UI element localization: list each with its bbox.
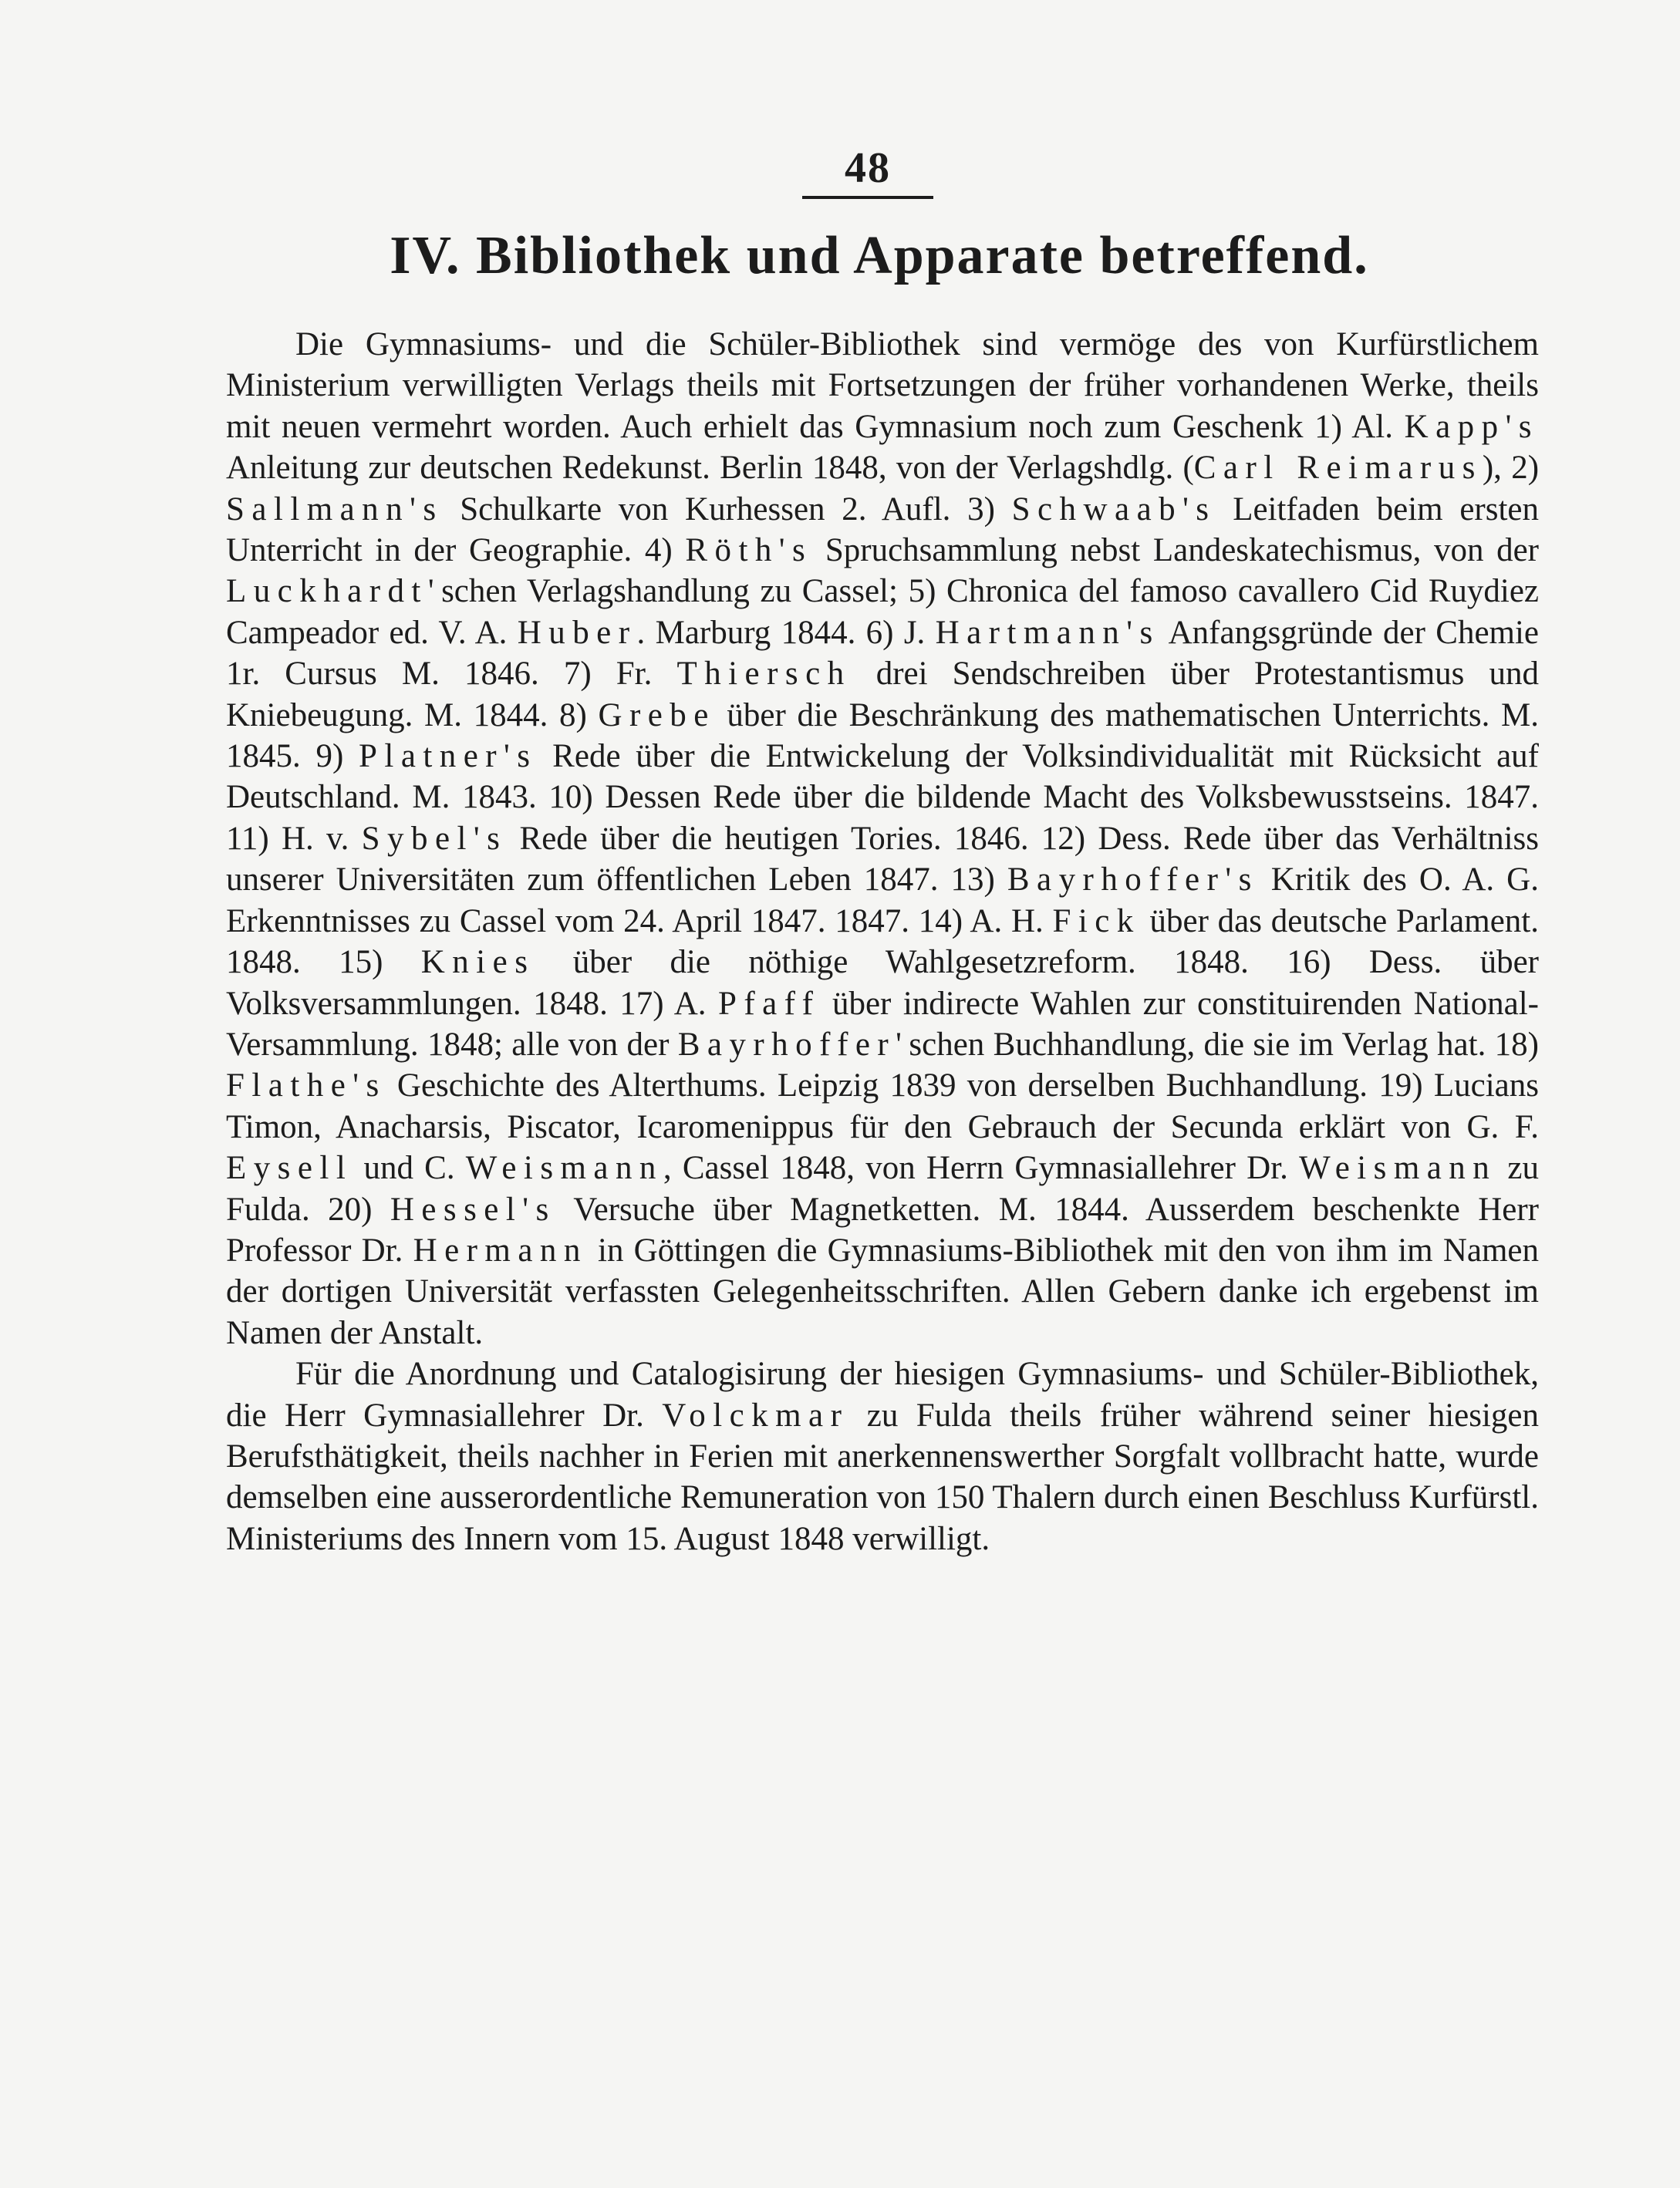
paragraph-cataloguing [226,1354,1539,1559]
text-run: Für die Anordnung und Catalogisirung der hiesigen Gymnasiums- und Schüler-Bibliothek, die Herr Gymnasiallehrer Dr. [226,1356,1539,1434]
paragraph-library-donations [226,324,1539,1354]
text-run: Rede über die Entwickelung der Volksindividualität mit Rücksicht auf Deutschland. M. 1843. 10) Dessen Rede über die bildende Macht des Volksbewusstseins. 1847. 11) H. v. [226,738,1539,857]
text-run: Anleitung zur deutschen Redekunst. Berlin 1848, von der Verlagshdlg. ( [226,450,1194,487]
text-run: schen Verlagshandlung zu Cassel; 5) Chronica del famoso cavallero Cid Ruydiez Campeador ed. V. A. [226,573,1539,651]
spaced-name: Knies [420,944,535,981]
text-run: und C. [353,1150,466,1187]
spaced-name: Fick [1052,902,1141,939]
spaced-name: Bayrhoffer' [677,1026,909,1063]
text-run: Versuche über Magnetketten. M. 1844. Ausserdem beschenkte Herr Professor Dr. [226,1191,1539,1269]
spaced-name: Hartmann's [935,614,1160,651]
spaced-name: Thiersch [676,656,852,693]
text-run: Spruchsammlung nebst Landeskatechismus, von der [812,532,1539,569]
spaced-name: Weismann [1299,1150,1497,1187]
page-number-rule [802,196,933,199]
page-number: 48 [845,144,891,192]
spaced-name: Hermann [413,1232,588,1269]
text-run: Rede über die heutigen Tories. 1846. 12) Dess. Rede über das Verhältniss unserer Universitäten zum öffentlichen Leben 1847. 13) [226,820,1539,898]
spaced-name: Bayrhoffer's [1007,861,1259,898]
spaced-name: Röth's [685,532,813,569]
text-run: über indirecte Wahlen zur constituirenden National-Versammlung. 1848; alle von der [226,985,1539,1063]
spaced-name: Grebe [598,696,716,733]
text-run: zu Fulda. 20) [226,1150,1539,1228]
spaced-name: Volckmar [662,1397,849,1434]
spaced-name: Schwaab's [1011,491,1216,528]
spaced-name: Pfaff [717,985,821,1022]
text-run: Leitfaden beim ersten Unterricht in der Geographie. 4) [226,491,1539,569]
section-heading: IV. Bibliothek und Apparate betreffend. [390,226,1369,285]
spaced-name: Luckhardt' [226,573,442,610]
text-run: Anfangsgründe der Chemie 1r. Cursus M. 1846. 7) Fr. [226,614,1540,693]
text-run: Kritik des O. A. G. Erkenntnisses zu Cassel vom 24. April 1847. 1847. 14) A. H. [226,861,1539,939]
text-run: Die Gymnasiums- und die Schüler-Bibliothek sind vermöge des von Kurfürstlichem Ministerium verwilligten Verlags theils mit Fortsetzungen der früher vorhandenen Werke, theils mit neuen vermehrt worden. Auch erhielt das Gymnasium noch zum Geschenk 1) Al. [226,326,1539,445]
spaced-name: Eysell [226,1150,353,1187]
spaced-name: Weismann [465,1150,663,1187]
text-run: . Marburg 1844. 6) J. [636,614,936,651]
text-run: über das deutsche Parlament. 1848. 15) [226,902,1539,981]
spaced-name: Carl Reimarus [1193,450,1483,487]
spaced-name: Kapp's [1404,408,1539,445]
body-text [226,324,1539,1559]
text-run: Schulkarte von Kurhessen 2. Aufl. 3) [443,491,1012,528]
text-run: ), 2) [1482,450,1540,487]
text-run: in Göttingen die Gymnasiums-Bibliothek mit den von ihm im Namen der dortigen Universität verfassten Gelegenheitsschriften. Allen Gebern danke ich ergebenst im Namen der Anstalt. [226,1232,1539,1351]
spaced-name: Sallmann's [226,491,444,528]
text-run: drei Sendschreiben über Protestantismus und Kniebeugung. M. 1844. 8) [226,656,1539,733]
text-run: zu Fulda theils früher während seiner hiesigen Berufsthätigkeit, theils nachher in Ferien mit anerkennenswerther Sorgfalt vollbracht hatte, wurde demselben eine ausserordentliche Remuneration von 150 Thalern durch einen Beschluss Kurfürstl. Ministeriums des Innern vom 15. August 1848 verwilligt. [226,1397,1540,1557]
text-run: Geschichte des Alterthums. Leipzig 1839 von derselben Buchhandlung. 19) Lucians Timon, Anacharsis, Piscator, Icaromenippus für den Gebrauch der Secunda erklärt von G. F. [226,1067,1539,1145]
spaced-name: Sybel's [361,820,508,857]
spaced-name: Platner's [359,738,538,775]
spaced-name: Huber [517,614,637,651]
text-run: über die nöthige Wahlgesetzreform. 1848. 16) Dess. über Volksversammlungen. 1848. 17) A. [226,944,1539,1022]
page-number-block [802,145,933,199]
text-run: , Cassel 1848, von Herrn Gymnasiallehrer Dr. [663,1150,1300,1187]
spaced-name: Hessel's [390,1191,556,1228]
text-run: schen Buchhandlung, die sie im Verlag hat. 18) [909,1026,1539,1063]
text-run: über die Beschränkung des mathematischen Unterrichts. M. 1845. 9) [226,696,1539,775]
spaced-name: Flathe's [226,1067,386,1104]
